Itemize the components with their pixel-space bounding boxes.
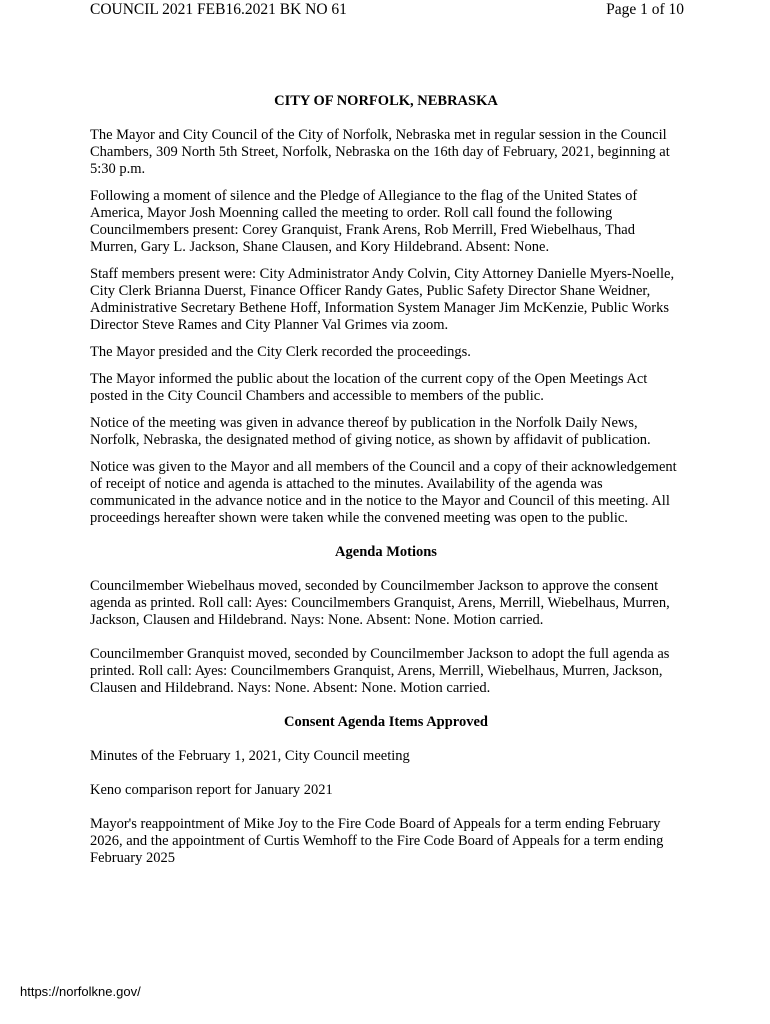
consent-item-keno-report: Keno comparison report for January 2021 — [90, 782, 333, 798]
paragraph-notice-council: Notice was given to the Mayor and all members of the Council and a copy of their acknowledgement of receipt of notice and agenda is attached to the minutes. Availability of the agenda was communicated in the advance notice and in the notice to the Mayor and Council of this meeting. All proceedings hereafter shown were taken while the convened meeting was open to the public. — [90, 459, 677, 526]
page-number: Page 1 of 10 — [606, 1, 684, 18]
document-header-title: COUNCIL 2021 FEB16.2021 BK NO 61 — [90, 1, 347, 18]
paragraph-staff-present: Staff members present were: City Administrator Andy Colvin, City Attorney Danielle Myers-Noelle, City Clerk Brianna Duerst, Finance Officer Randy Gates, Public Safety Director Shane Weidner, Administrative Secretary Bethene Hoff, Information System Manager Jim McKenzie, Public Works Director Steve Rames and City Planner Val Grimes via zoom. — [90, 266, 675, 333]
footer-url: https://norfolkne.gov/ — [20, 984, 141, 999]
section-heading-agenda-motions: Agenda Motions — [335, 544, 437, 560]
paragraph-agenda-motion-full: Councilmember Granquist moved, seconded by Councilmember Jackson to adopt the full agenda as printed. Roll call: Ayes: Councilmembers Granquist, Arens, Merrill, Wiebelhaus, Murren, Jackson, Clausen and Hildebrand. Nays: None. Absent: None. Motion carried. — [90, 646, 670, 696]
document-title: CITY OF NORFOLK, NEBRASKA — [274, 93, 498, 109]
paragraph-roll-call: Following a moment of silence and the Pledge of Allegiance to the flag of the United States of America, Mayor Josh Moenning called the meeting to order. Roll call found the following Councilmembers present: Corey Granquist, Frank Arens, Rob Merrill, Fred Wiebelhaus, Thad Murren, Gary L. Jackson, Shane Clausen, and Kory Hildebrand. Absent: None. — [90, 188, 638, 255]
paragraph-meeting-info: The Mayor and City Council of the City of Norfolk, Nebraska met in regular session in the Council Chambers, 309 North 5th Street, Norfolk, Nebraska on the 16th day of February, 2021, beginning at 5:30 p.m. — [90, 127, 670, 177]
paragraph-presided: The Mayor presided and the City Clerk recorded the proceedings. — [90, 344, 471, 360]
paragraph-open-meetings-act: The Mayor informed the public about the location of the current copy of the Open Meetings Act posted in the City Council Chambers and accessible to members of the public. — [90, 371, 648, 404]
document-body — [90, 93, 682, 877]
section-heading-consent-agenda: Consent Agenda Items Approved — [284, 714, 488, 730]
consent-item-appointments: Mayor's reappointment of Mike Joy to the Fire Code Board of Appeals for a term ending February 2026, and the appointment of Curtis Wemhoff to the Fire Code Board of Appeals for a term ending February 2025 — [90, 816, 664, 866]
consent-item-minutes: Minutes of the February 1, 2021, City Council meeting — [90, 748, 410, 764]
paragraph-notice-publication: Notice of the meeting was given in advance thereof by publication in the Norfolk Daily News, Norfolk, Nebraska, the designated method of giving notice, as shown by affidavit of publication. — [90, 415, 651, 448]
paragraph-agenda-motion-consent: Councilmember Wiebelhaus moved, seconded by Councilmember Jackson to approve the consent agenda as printed. Roll call: Ayes: Councilmembers Granquist, Arens, Merrill, Wiebelhaus, Murren, Jackson, Clausen and Hildebrand. Nays: None. Absent: None. Motion carried. — [90, 578, 670, 628]
